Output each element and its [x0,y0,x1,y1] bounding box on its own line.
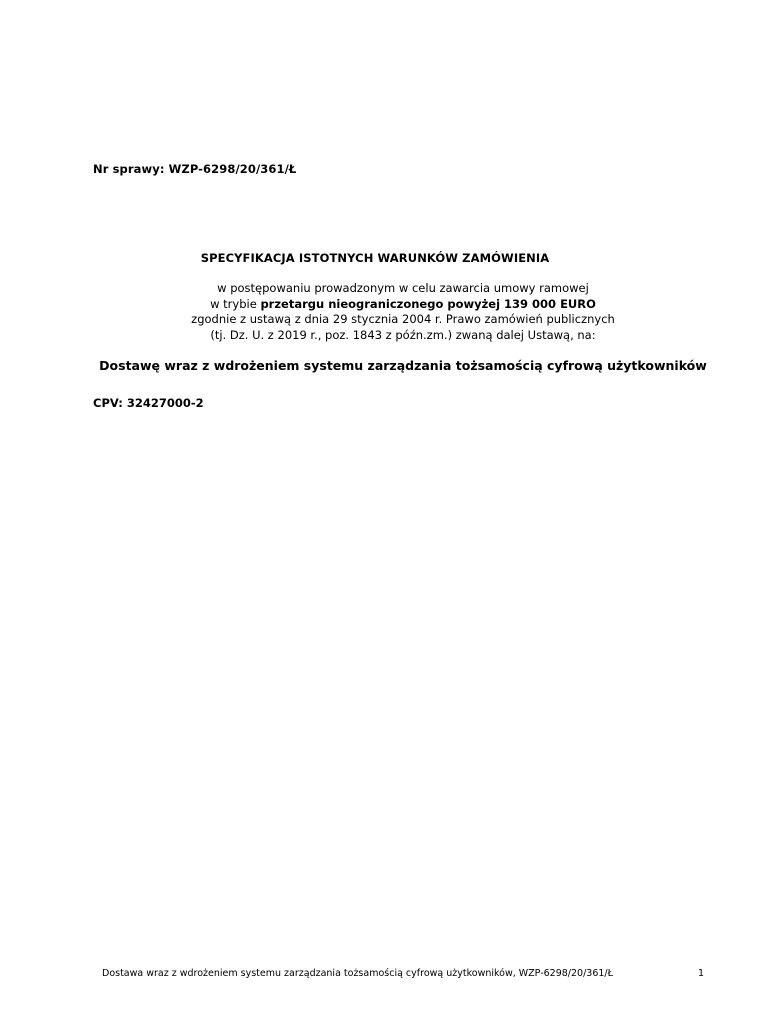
intro-line-4: (tj. Dz. U. z 2019 r., poz. 1843 z późn.zm.) zwaną dalej Ustawą, na: [210,327,596,342]
case-number: Nr sprawy: WZP-6298/20/361/Ł [93,162,297,176]
intro-line-2 [0,297,770,313]
procedure-type: przetargu nieograniczonego powyżej 139 000 EURO [260,296,596,311]
order-subject: Dostawę wraz z wdrożeniem systemu zarządzania tożsamością cyfrową użytkowników [99,358,707,373]
cpv-code: CPV: 32427000-2 [93,396,204,410]
footer-text: Dostawa wraz z wdrożeniem systemu zarządzania tożsamością cyfrową użytkowników, WZP-6298/20/361/Ł [102,968,613,979]
intro-line-1: w postępowaniu prowadzonym w celu zawarcia umowy ramowej [217,281,589,295]
page-number: 1 [698,968,705,979]
intro-line-2-prefix: w trybie [210,296,261,311]
intro-line-3: zgodnie z ustawą z dnia 29 stycznia 2004 r. Prawo zamówień publicznych [191,312,615,326]
document-title: SPECYFIKACJA ISTOTNYCH WARUNKÓW ZAMÓWIENIA [200,251,550,265]
intro-paragraph [0,281,770,343]
